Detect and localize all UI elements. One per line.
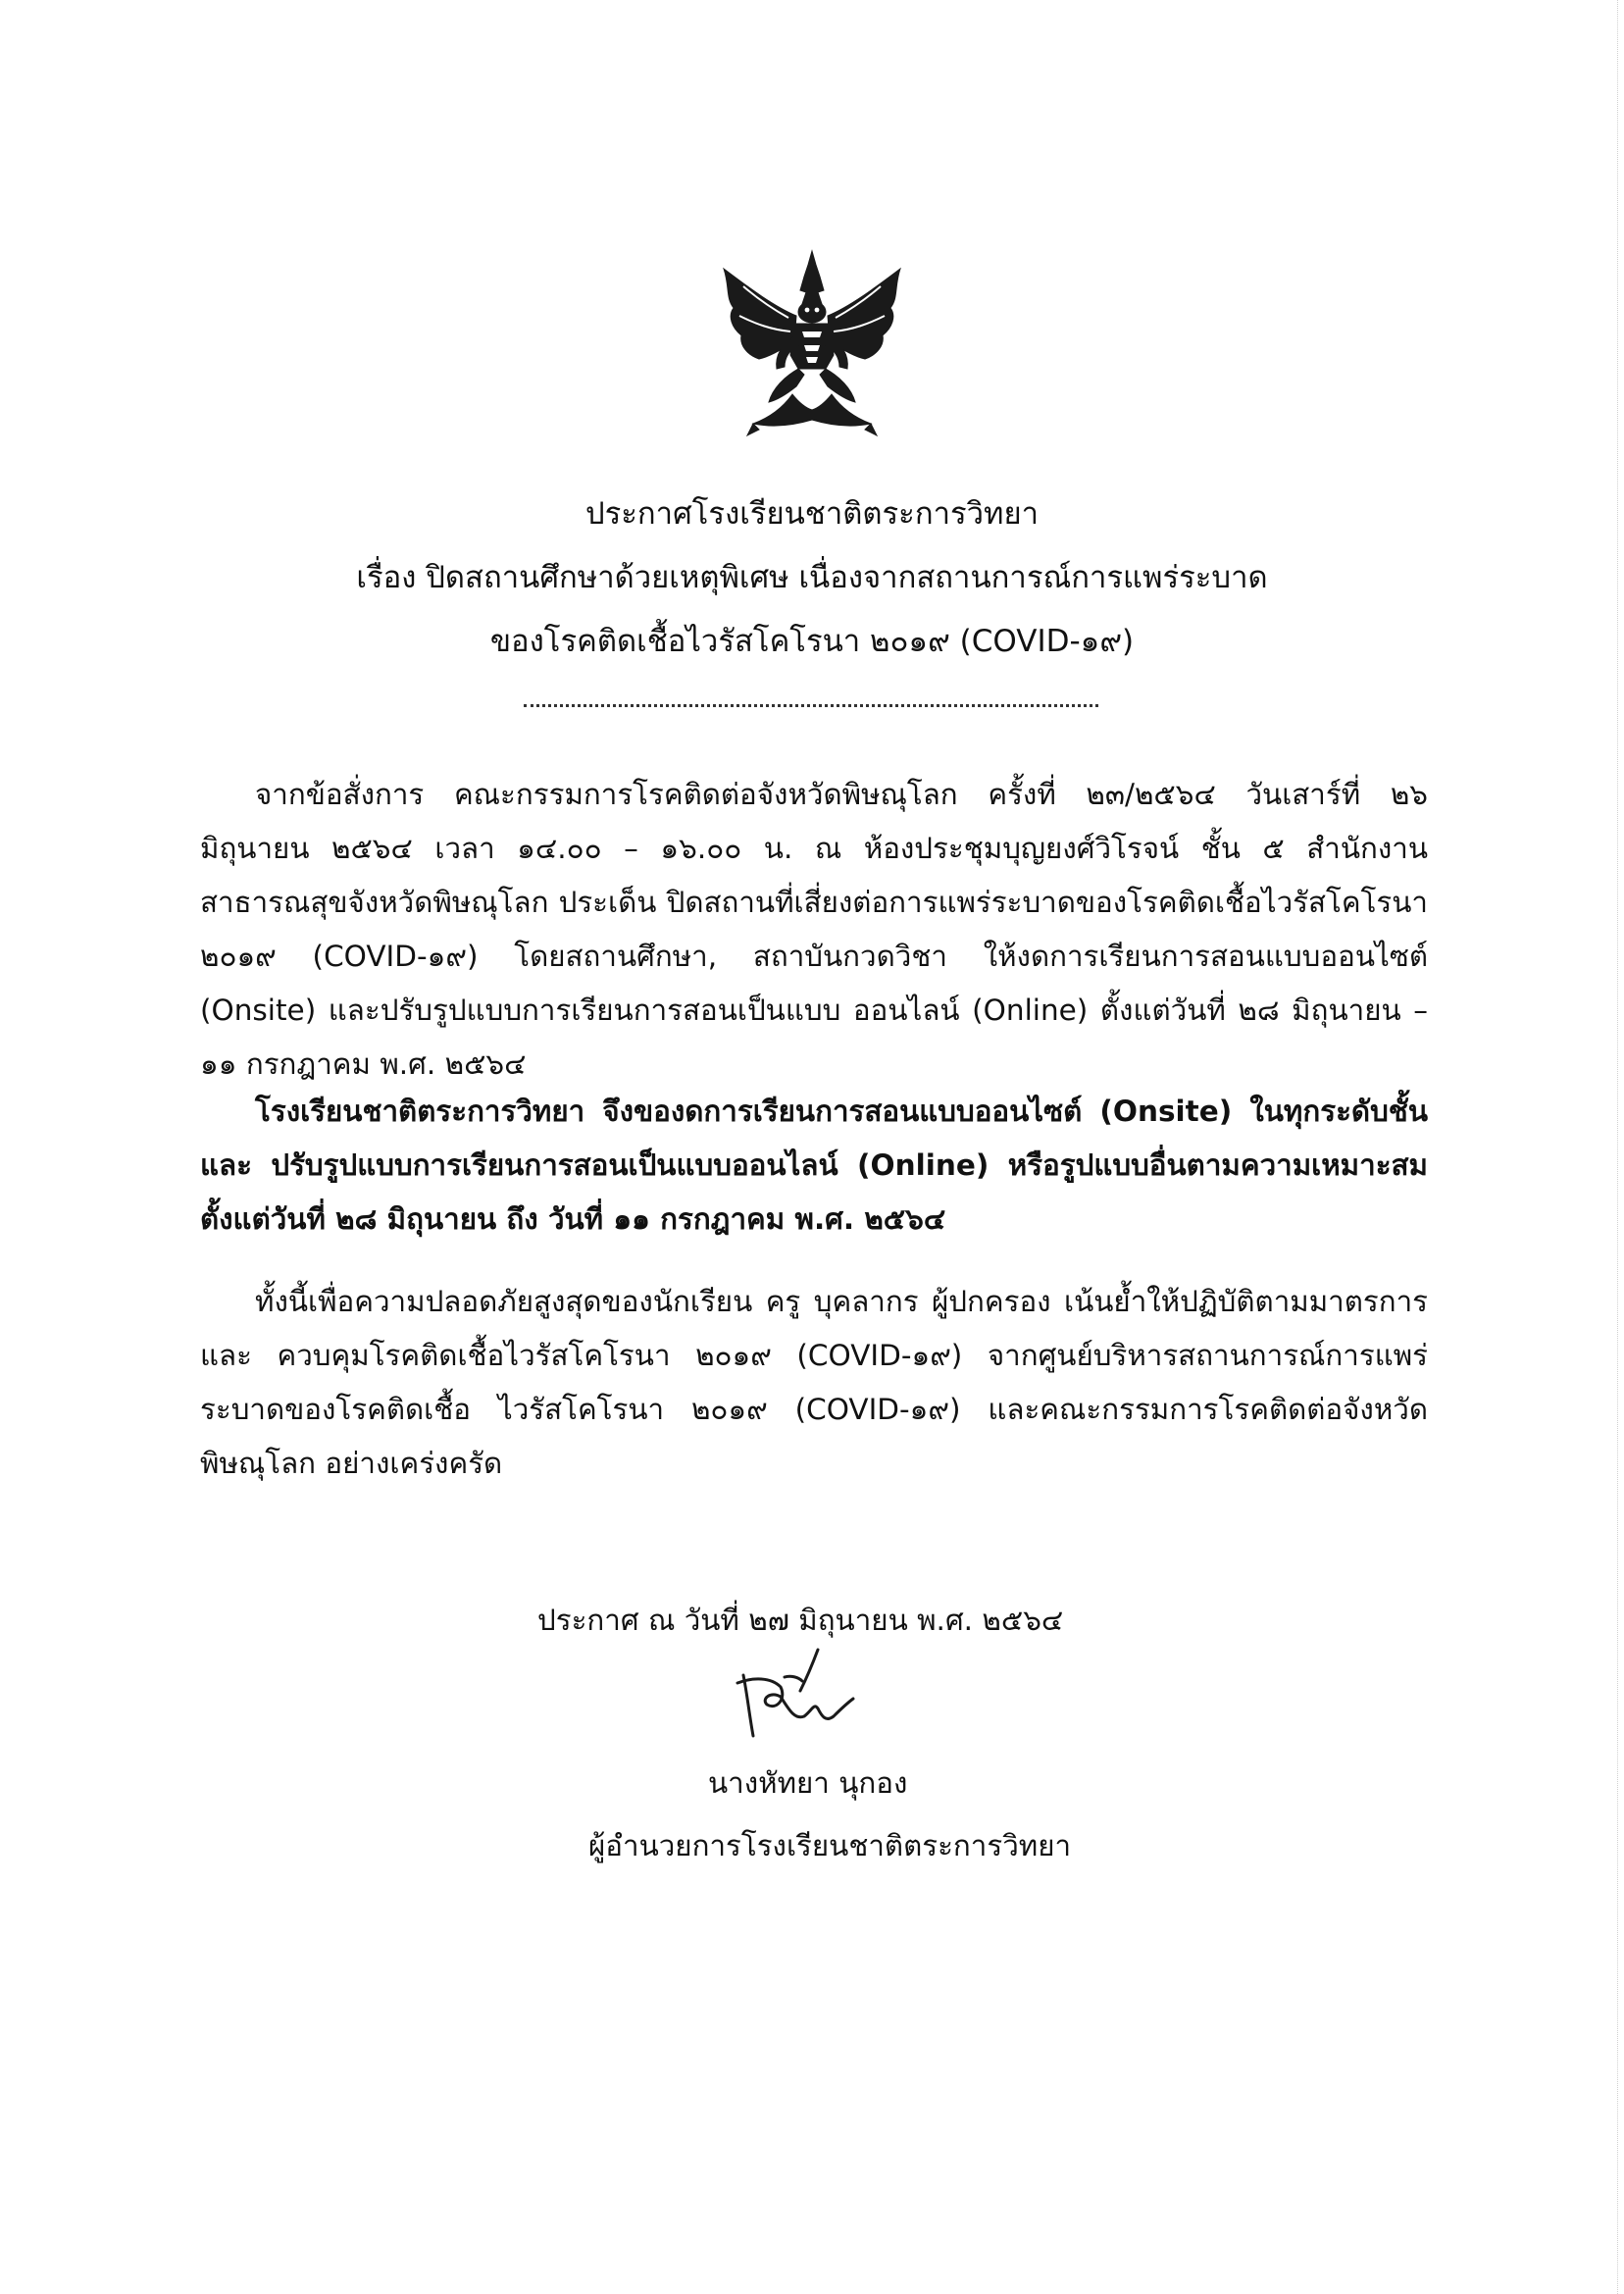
body-paragraph-2	[200, 1085, 1428, 1247]
signatory-position: ผู้อำนวยการโรงเรียนชาติตระการวิทยา	[588, 1829, 1072, 1862]
body-paragraph-3	[200, 1275, 1428, 1491]
body-paragraph-1	[200, 768, 1428, 1092]
subject-line-1: เรื่อง ปิดสถานศึกษาด้วยเหตุพิเศษ เนื่องจากสถานการณ์การแพร่ระบาด	[356, 560, 1268, 595]
garuda-emblem-icon	[714, 247, 910, 443]
separator-dots	[524, 704, 1098, 707]
handwritten-signature-icon	[724, 1648, 861, 1746]
subject-line-2: ของโรคติดเชื้อไวรัสโคโรนา ๒๐๑๙ (COVID-๑๙)	[489, 624, 1135, 659]
paragraph-1-text: จากข้อสั่งการ คณะกรรมการโรคติดต่อจังหวัดพิษณุโลก ครั้งที่ ๒๓/๒๕๖๔ วันเสาร์ที่ ๒๖ มิถุนายน ๒๕๖๔ เวลา ๑๔.๐๐ – ๑๖.๐๐ น. ณ ห้องประชุมบุญยงศ์วิโรจน์ ชั้น ๕ สำนักงานสาธารณสุขจังหวัดพิษณุโลก ประเด็น ปิดสถานที่เสี่ยงต่อการแพร่ระบาดของโรคติดเชื้อไวรัสโคโรนา ๒๐๑๙ (COVID-๑๙) โดยสถานศึกษา, สถาบันกวดวิชา ให้งดการเรียนการสอนแบบออนไซต์ (Onsite) และปรับรูปแบบการเรียนการสอนเป็นแบบ ออนไลน์ (Online) ตั้งแต่วันที่ ๒๘ มิถุนายน – ๑๑ กรกฎาคม พ.ศ. ๒๕๖๔	[200, 778, 1428, 1081]
signatory-name: นางหัทยา นุกอง	[708, 1766, 908, 1800]
scan-edge-line	[1617, 0, 1618, 2294]
paragraph-3-text: ทั้งนี้เพื่อความปลอดภัยสูงสุดของนักเรียน ครู บุคลากร ผู้ปกครอง เน้นย้ำให้ปฏิบัติตามมาตรการและ ควบคุมโรคติดเชื้อไวรัสโคโรนา ๒๐๑๙ (COVID-๑๙) จากศูนย์บริหารสถานการณ์การแพร่ระบาดของโรคติดเชื้อ ไวรัสโคโรนา ๒๐๑๙ (COVID-๑๙) และคณะกรรมการโรคติดต่อจังหวัดพิษณุโลก อย่างเคร่งครัด	[200, 1285, 1428, 1480]
paragraph-2-text: โรงเรียนชาติตระการวิทยา จึงของดการเรียนการสอนแบบออนไซต์ (Onsite) ในทุกระดับชั้น และ ปรับรูปแบบการเรียนการสอนเป็นแบบออนไลน์ (Online) หรือรูปแบบอื่นตามความเหมาะสม ตั้งแต่วันที่ ๒๘ มิถุนายน ถึง วันที่ ๑๑ กรกฎาคม พ.ศ. ๒๕๖๔	[200, 1095, 1428, 1236]
announcement-date: ประกาศ ณ วันที่ ๒๗ มิถุนายน พ.ศ. ๒๕๖๔	[537, 1604, 1064, 1637]
announcement-title: ประกาศโรงเรียนชาติตระการวิทยา	[584, 496, 1040, 532]
